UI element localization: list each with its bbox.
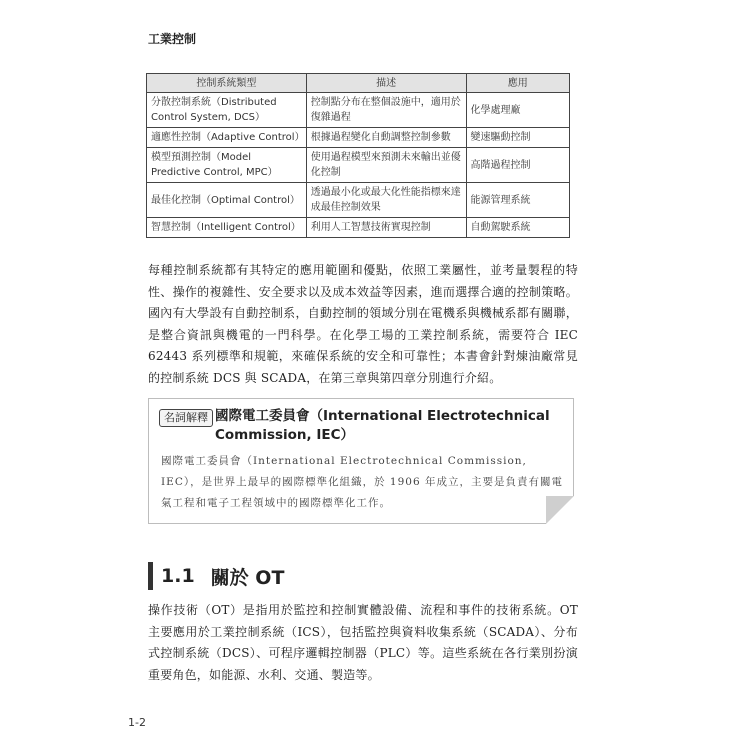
column-header: 描述 xyxy=(306,74,466,93)
column-header: 應用 xyxy=(466,74,570,93)
body-paragraph: 每種控制系統都有其特定的應用範圍和優點，依照工業屬性，並考量製程的特性、操作的複雜性、安全要求以及成本效益等因素，進而選擇合適的控制策略。國內有大學設有自動控制系，自動控制的領域分別在電機系與機械系都有關聯，是整合資訊與機電的一門科學。在化學工場的工業控制系統，需要符合 IEC 62443 系列標準和規範，來確保系統的安全和可靠性；本書會針對煉油廠常見的控制系統 DCS 與 SCADA，在第三章與第四章分別進行介紹。 xyxy=(148,263,578,385)
glossary-tag: 名詞解釋 xyxy=(159,409,213,427)
section-heading xyxy=(148,562,284,590)
table-cell: 使用過程模型來預測未來輸出並優化控制 xyxy=(306,148,466,183)
body-paragraph: 操作技術（OT）是指用於監控和控制實體設備、流程和事件的技術系統。OT 主要應用於工業控制系統（ICS），包括監控與資料收集系統（SCADA）、分布式控制系統（DCS）、可程序邏輯控制器（PLC）等。這些系統在各行業別扮演重要角色，如能源、水利、交通、製造等。 xyxy=(148,603,578,682)
table-cell: 利用人工智慧技術實現控制 xyxy=(306,218,466,238)
table-cell: 根據過程變化自動調整控制參數 xyxy=(306,128,466,148)
table-cell: 模型預測控制（Model Predictive Control, MPC） xyxy=(147,148,307,183)
section-marker-bar xyxy=(148,562,153,590)
section-title: 關於 OT xyxy=(210,566,285,589)
table-cell: 智慧控制（Intelligent Control） xyxy=(147,218,307,238)
table-row xyxy=(147,218,570,238)
table-cell: 高階過程控制 xyxy=(466,148,570,183)
table-cell: 最佳化控制（Optimal Control） xyxy=(147,183,307,218)
table-row xyxy=(147,148,570,183)
section-number: 1.1 xyxy=(161,565,195,587)
table-cell: 分散控制系統（Distributed Control System, DCS） xyxy=(147,93,307,128)
table-cell: 控制點分布在整個設施中，適用於復雜過程 xyxy=(306,93,466,128)
chapter-header: 工業控制 xyxy=(148,32,197,46)
page-fold-corner xyxy=(546,496,574,524)
column-header: 控制系統類型 xyxy=(147,74,307,93)
table-cell: 自動駕駛系統 xyxy=(466,218,570,238)
glossary-title: 國際電工委員會（International Electrotechnical Commission, IEC） xyxy=(215,408,550,443)
table-row xyxy=(147,93,570,128)
table-header-row xyxy=(147,74,570,93)
table-cell: 化學處理廠 xyxy=(466,93,570,128)
table-cell: 透過最小化或最大化性能指標來達成最佳控制效果 xyxy=(306,183,466,218)
glossary-body: 國際電工委員會（International Electrotechnical Commission, IEC），是世界上最早的國際標準化組織，於 1906 年成立，主要是負責有關電氣工程和電子工程領域中的國際標準化工作。 xyxy=(161,455,563,509)
table-cell: 適應性控制（Adaptive Control） xyxy=(147,128,307,148)
control-systems-table xyxy=(146,73,570,238)
glossary-box xyxy=(148,398,574,524)
page-number: 1-2 xyxy=(128,716,146,729)
table-row xyxy=(147,128,570,148)
table-cell: 能源管理系統 xyxy=(466,183,570,218)
table-cell: 變速驅動控制 xyxy=(466,128,570,148)
table-row xyxy=(147,183,570,218)
